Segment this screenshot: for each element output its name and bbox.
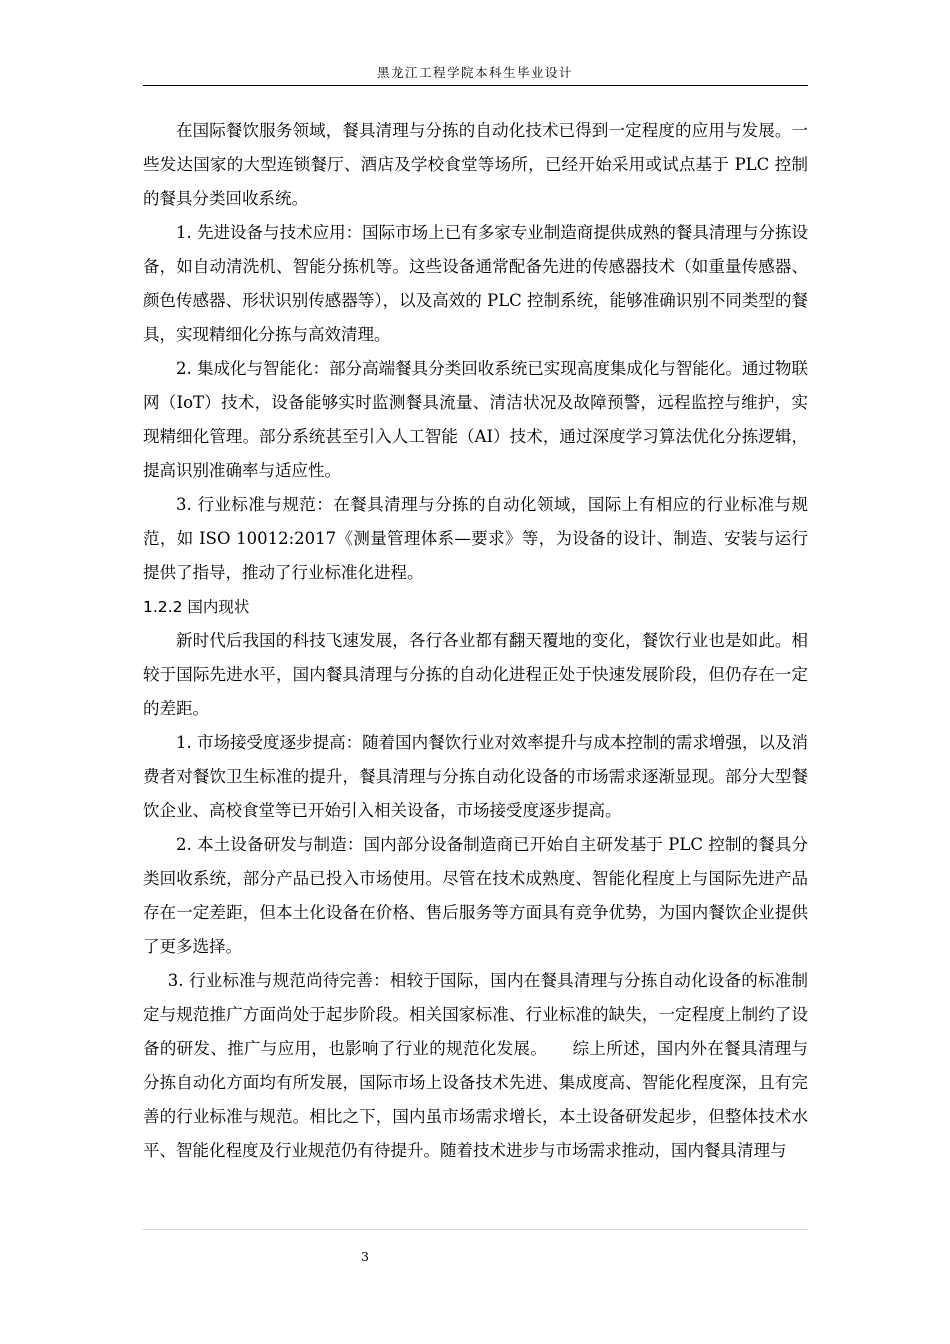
paragraph-domestic-point-2: 2. 本土设备研发与制造：国内部分设备制造商已开始自主研发基于 PLC 控制的餐具分类回收系统，部分产品已投入市场使用。尽管在技术成熟度、智能化程度上与国际先进产品存在一定差距，但本土化设备在价格、售后服务等方面具有竞争优势，为国内餐饮企业提供了更多选择。 (143, 835, 808, 956)
page-number: 3 (361, 1249, 369, 1264)
paragraph-intl-intro: 在国际餐饮服务领域，餐具清理与分拣的自动化技术已得到一定程度的应用与发展。一些发达国家的大型连锁餐厅、酒店及学校食堂等场所，已经开始采用或试点基于 PLC 控制的餐具分类回收系统。 (143, 121, 808, 208)
paragraph-intl-point-2: 2. 集成化与智能化：部分高端餐具分类回收系统已实现高度集成化与智能化。通过物联网（IoT）技术，设备能够实时监测餐具流量、清洁状况及故障预警，远程监控与维护，实现精细化管理。部分系统甚至引入人工智能（AI）技术，通过深度学习算法优化分拣逻辑，提高识别准确率与适应性。 (143, 359, 808, 480)
paragraph-domestic-point-3: 3. 行业标准与规范尚待完善：相较于国际，国内在餐具清理与分拣自动化设备的标准制定与规范推广方面尚处于起步阶段。相关国家标准、行业标准的缺失，一定程度上制约了设备的研发、推广与应用，也影响了行业的规范化发展。 综上所述，国内外在餐具清理与分拣自动化方面均有所发展，国际市场上设备技术先进、集成度高、智能化程度深，且有完善的行业标准与规范。相比之下，国内虽市场需求增长，本土设备研发起步，但整体技术水平、智能化程度及行业规范仍有待提升。随着技术进步与市场需求推动，国内餐具清理与 (143, 971, 808, 1160)
running-header-title: 黑龙江工程学院本科生毕业设计 (376, 65, 573, 80)
paragraph-domestic-intro: 新时代后我国的科技飞速发展，各行各业都有翻天覆地的变化，餐饮行业也是如此。相较于国际先进水平，国内餐具清理与分拣的自动化进程正处于快速发展阶段，但仍存在一定的差距。 (143, 631, 808, 718)
paragraph-domestic-point-1: 1. 市场接受度逐步提高：随着国内餐饮行业对效率提升与成本控制的需求增强，以及消费者对餐饮卫生标准的提升，餐具清理与分拣自动化设备的市场需求逐渐显现。部分大型餐饮企业、高校食堂等已开始引入相关设备，市场接受度逐步提高。 (143, 733, 808, 820)
footer-divider (143, 1229, 808, 1230)
header-divider (143, 85, 808, 86)
section-heading: 1.2.2 国内现状 (143, 598, 250, 616)
paragraph-intl-point-1: 1. 先进设备与技术应用：国际市场上已有多家专业制造商提供成熟的餐具清理与分拣设备，如自动清洗机、智能分拣机等。这些设备通常配备先进的传感器技术（如重量传感器、颜色传感器、形状识别传感器等），以及高效的 PLC 控制系统，能够准确识别不同类型的餐具，实现精细化分拣与高效清理。 (143, 223, 808, 344)
paragraph-intl-point-3: 3. 行业标准与规范：在餐具清理与分拣的自动化领域，国际上有相应的行业标准与规范，如 ISO 10012:2017《测量管理体系—要求》等，为设备的设计、制造、安装与运行提供了指导，推动了行业标准化进程。 (143, 495, 808, 582)
body-text (143, 114, 808, 1168)
